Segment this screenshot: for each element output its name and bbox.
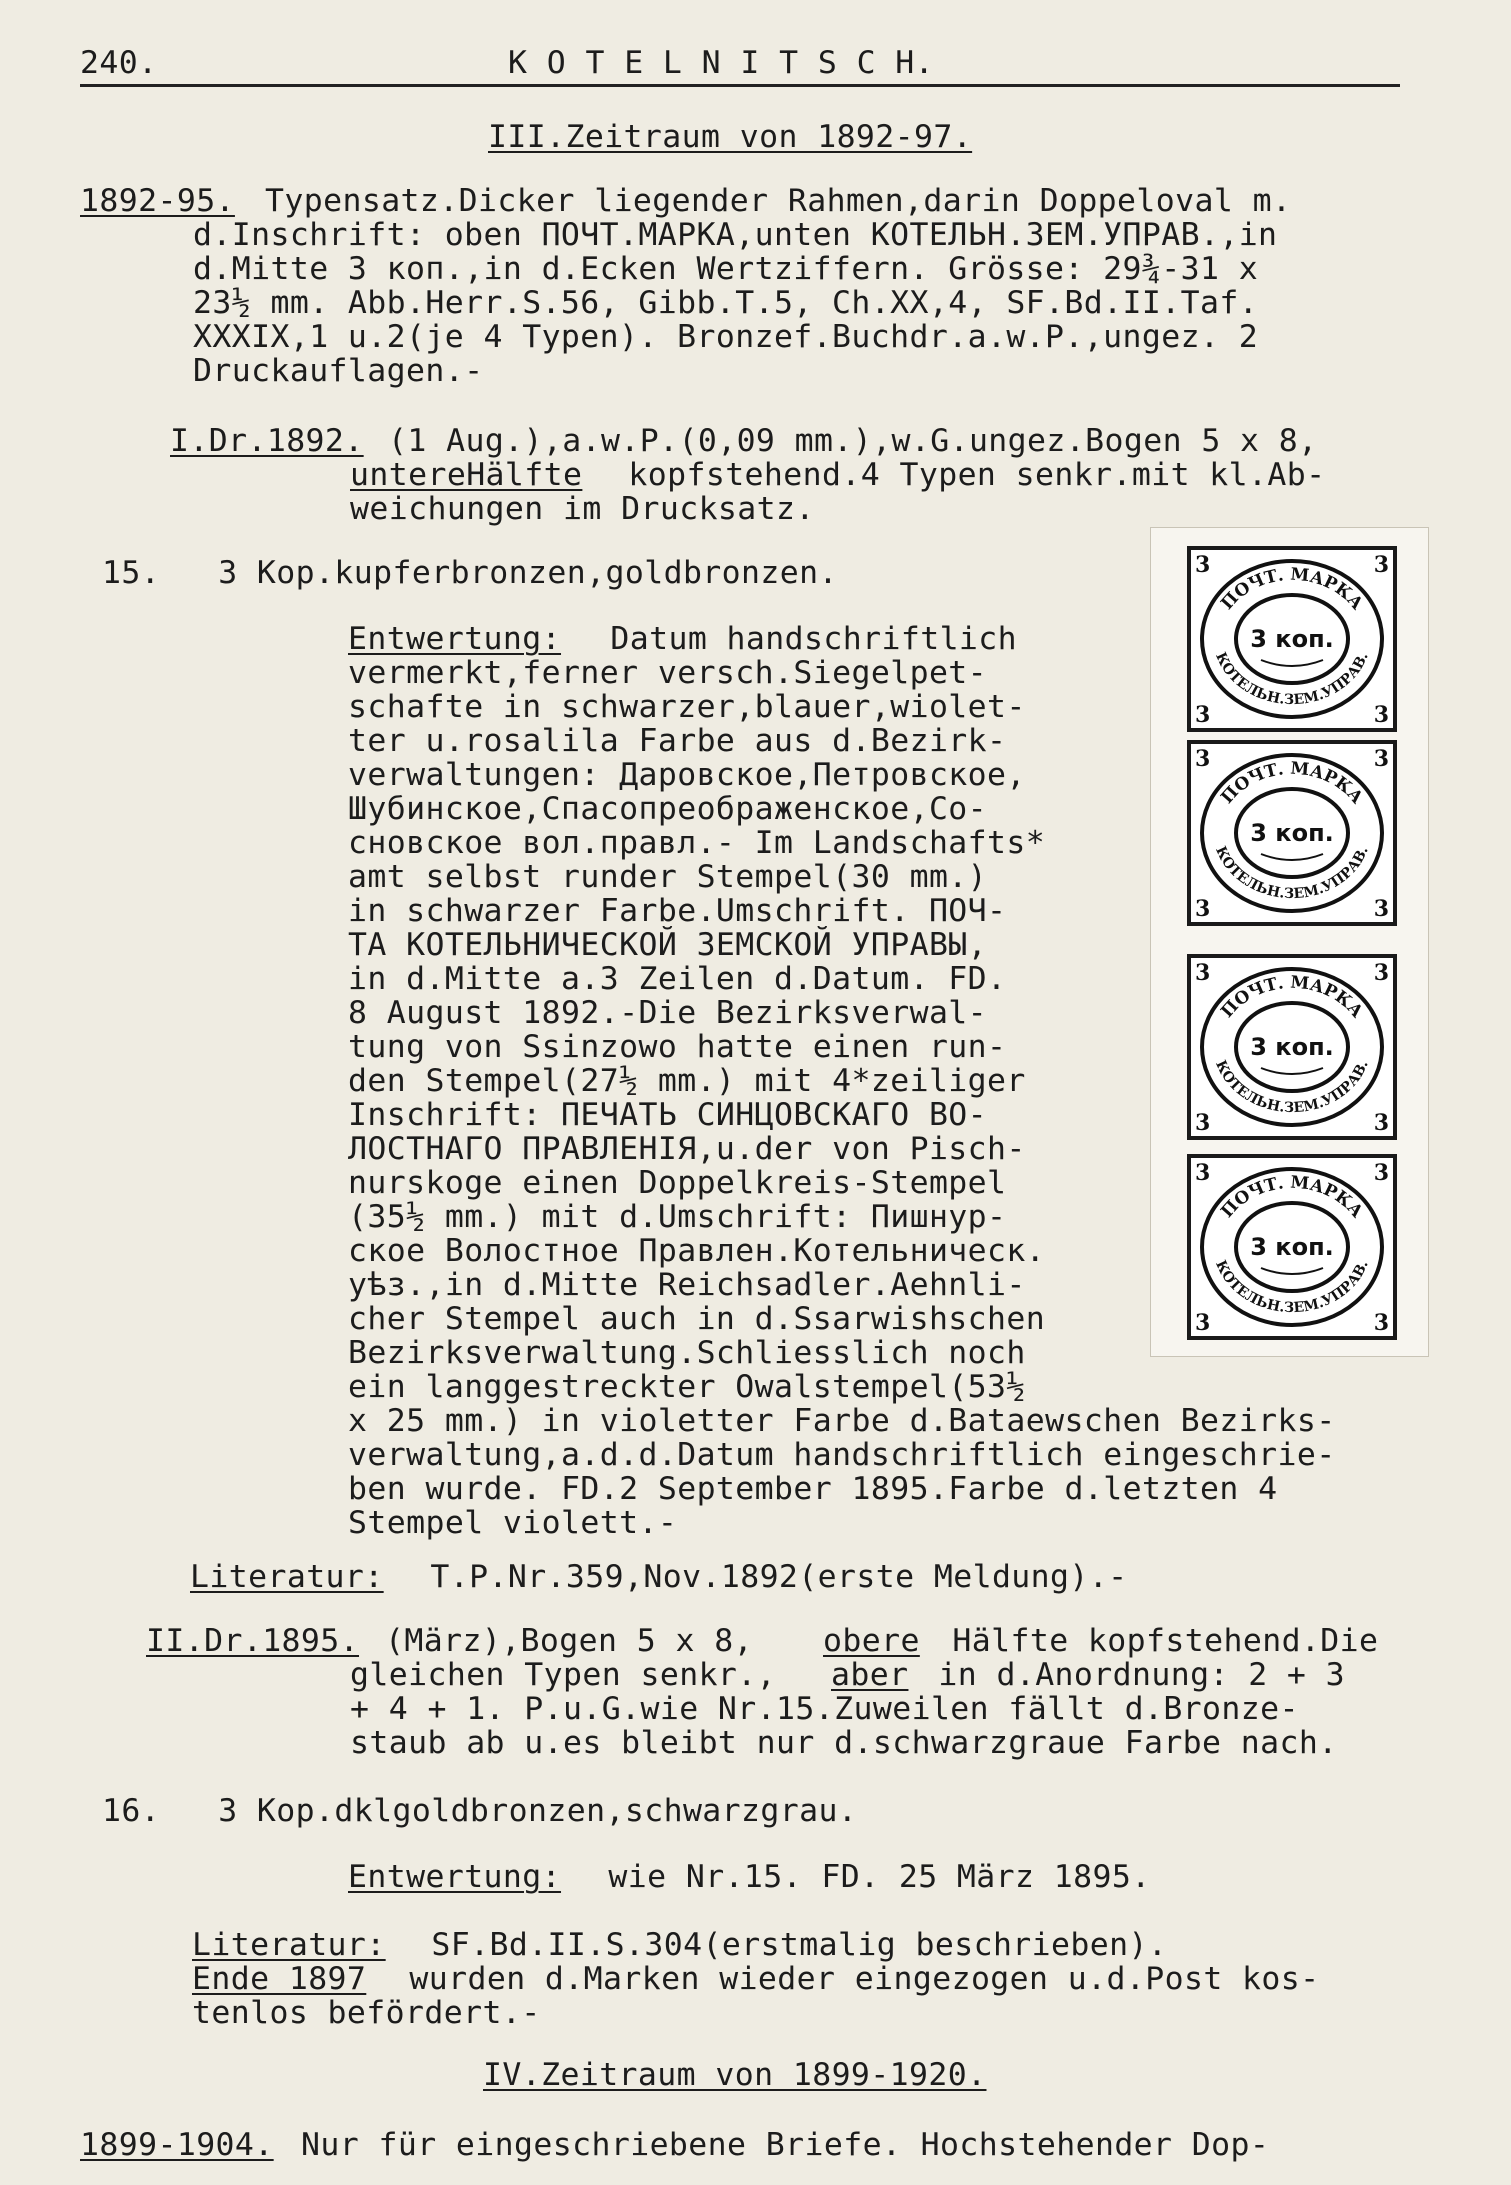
text-line: Bezirksverwaltung.Schliesslich noch	[348, 1335, 1026, 1371]
text-line: T.P.Nr.359,Nov.1892(erste Meldung).-	[411, 1559, 1128, 1595]
text-line: d.Mitte 3 коп.,in d.Ecken Wertziffern. Grösse: 29¾-31 x	[193, 251, 1259, 287]
stamp-corner-numeral: 3	[1195, 552, 1211, 578]
stamp-corner-numeral: 3	[1195, 746, 1211, 772]
stamp-bottom-inscription: КОТЕЛЬН.ЗЕМ.УПРАВ.	[1212, 1258, 1372, 1317]
text-line: ein langgestreckter Owalstempel(53½	[348, 1369, 1026, 1405]
text-line: Druckauflagen.-	[193, 353, 484, 389]
text-line-underlined: Ende 1897	[192, 1961, 367, 1997]
text-line: 8 August 1892.-Die Bezirksverwal-	[348, 995, 988, 1031]
text-line: ТА КОТЕЛЬНИЧЕСКОЙ ЗЕМСКОЙ УПРАВЫ,	[348, 927, 988, 963]
text-line: ben wurde. FD.2 September 1895.Farbe d.letzten 4	[348, 1471, 1278, 1507]
stamp-design	[1191, 1158, 1393, 1336]
stamp-corner-numeral: 3	[1373, 1160, 1389, 1186]
text-line: Stempel violett.-	[348, 1505, 678, 1541]
stamp-corner-numeral: 3	[1373, 1110, 1389, 1136]
text-line: tung von Ssinzowo hatte einen run-	[348, 1029, 1007, 1065]
page-number: 240.	[80, 45, 158, 81]
section-title: III.Zeitraum von 1892-97.	[488, 119, 973, 155]
stamp-corner-numeral: 3	[1373, 960, 1389, 986]
stamp-design	[1191, 744, 1393, 922]
text-line: amt selbst runder Stempel(30 mm.)	[348, 859, 988, 895]
running-title: K O T E L N I T S C H.	[508, 45, 935, 81]
stamp-bottom-inscription: КОТЕЛЬН.ЗЕМ.УПРАВ.	[1212, 650, 1372, 709]
stamp-value: 3 коп.	[1250, 1033, 1334, 1061]
stamp-image	[1187, 1154, 1397, 1340]
text-line: + 4 + 1. P.u.G.wie Nr.15.Zuweilen fällt d.Bronze-	[350, 1691, 1299, 1727]
stamp-image	[1187, 546, 1397, 732]
stamp-value: 3 коп.	[1250, 1233, 1334, 1261]
stamp-design	[1191, 958, 1393, 1136]
text-line: kopfstehend.4 Typen senkr.mit kl.Ab-	[609, 457, 1326, 493]
cancellation-label: Entwertung:	[348, 1859, 562, 1895]
stamp-corner-numeral: 3	[1373, 552, 1389, 578]
stamp-design	[1191, 550, 1393, 728]
text-line: nurskoge einen Doppelkreis-Stempel	[348, 1165, 1007, 1201]
stamp-strip-image	[1150, 527, 1429, 1357]
text-line: (März),Bogen 5 x 8,	[385, 1623, 753, 1659]
stamp-corner-numeral: 3	[1195, 1310, 1211, 1336]
text-line: XXXIX,1 u.2(je 4 Typen). Bronzef.Buchdr.a.w.P.,ungez. 2	[193, 319, 1259, 355]
stamp-value: 3 коп.	[1250, 819, 1334, 847]
text-line: in d.Mitte a.3 Zeilen d.Datum. FD.	[348, 961, 1007, 997]
stamp-corner-numeral: 3	[1195, 1160, 1211, 1186]
text-line: SF.Bd.II.S.304(erstmalig beschrieben).	[412, 1927, 1168, 1963]
text-line: Nur für eingeschriebene Briefe. Hochstehender Dop-	[301, 2127, 1270, 2163]
stamp-top-inscription: ПОЧТ. МАРКА	[1217, 564, 1367, 614]
text-line: Inschrift: ПЕЧАТЬ СИНЦОВСКАГО ВО-	[348, 1097, 988, 1133]
text-line-underlined: untereHälfte	[350, 457, 583, 493]
text-line: wurden d.Marken wieder eingezogen u.d.Post kos-	[390, 1961, 1320, 1997]
printing-label: II.Dr.1895.	[146, 1623, 360, 1659]
text-line: (35½ mm.) mit d.Umschrift: Пишнур-	[348, 1199, 1007, 1235]
header-rule	[80, 84, 1400, 87]
text-line: x 25 mm.) in violetter Farbe d.Bataewschen Bezirks-	[348, 1403, 1336, 1439]
section-title: IV.Zeitraum von 1899-1920.	[483, 2057, 987, 2093]
text-line: Datum handschriftlich	[591, 621, 1018, 657]
catalog-entry-15: 15. 3 Kop.kupferbronzen,goldbronzen.	[102, 555, 838, 591]
stamp-image	[1187, 740, 1397, 926]
stamp-corner-numeral: 3	[1195, 1110, 1211, 1136]
catalog-entry-16: 16. 3 Kop.dklgoldbronzen,schwarzgrau.	[102, 1793, 858, 1829]
stamp-value: 3 коп.	[1250, 625, 1334, 653]
text-line: weichungen im Drucksatz.	[350, 491, 815, 527]
literature-label: Literatur:	[190, 1559, 384, 1595]
text-line: (1 Aug.),a.w.P.(0,09 mm.),w.G.ungez.Bogen 5 x 8,	[388, 423, 1318, 459]
text-line: d.Inschrift: oben ПОЧТ.МАРКА,unten КОТЕЛЬН.ЗЕМ.УПРАВ.,in	[193, 217, 1278, 253]
text-line: cher Stempel auch in d.Ssarwishschen	[348, 1301, 1046, 1337]
cancellation-label: Entwertung:	[348, 621, 562, 657]
stamp-top-inscription: ПОЧТ. МАРКА	[1217, 1172, 1367, 1222]
stamp-top-inscription: ПОЧТ. МАРКА	[1217, 758, 1367, 808]
text-line: in d.Anordnung: 2 + 3	[919, 1657, 1346, 1693]
stamp-corner-numeral: 3	[1195, 896, 1211, 922]
stamp-corner-numeral: 3	[1373, 702, 1389, 728]
text-line: 23½ mm. Abb.Herr.S.56, Gibb.T.5, Ch.XX,4, SF.Bd.II.Taf.	[193, 285, 1259, 321]
text-line: Hälfte kopfstehend.Die	[933, 1623, 1379, 1659]
stamp-bottom-inscription: КОТЕЛЬН.ЗЕМ.УПРАВ.	[1212, 844, 1372, 903]
text-line: сновское вол.правл.- Im Landschafts*	[348, 825, 1046, 861]
stamp-corner-numeral: 3	[1373, 1310, 1389, 1336]
stamp-corner-numeral: 3	[1373, 896, 1389, 922]
text-line: in schwarzer Farbe.Umschrift. ПОЧ-	[348, 893, 1007, 929]
text-line: staub ab u.es bleibt nur d.schwarzgraue Farbe nach.	[350, 1725, 1338, 1761]
text-line: verwaltungen: Даровское,Петровское,	[348, 757, 1026, 793]
text-line: уѣз.,in d.Mitte Reichsadler.Aehnli-	[348, 1267, 1026, 1303]
text-line: Typensatz.Dicker liegender Rahmen,darin Doppeloval m.	[265, 183, 1292, 219]
text-line: Шубинское,Спасопреображенское,Со-	[348, 791, 988, 827]
text-line: schafte in schwarzer,blauer,wiolet-	[348, 689, 1026, 725]
stamp-corner-numeral: 3	[1373, 746, 1389, 772]
text-line-underlined: obere	[823, 1623, 920, 1659]
text-line: gleichen Typen senkr.,	[350, 1657, 777, 1693]
stamp-corner-numeral: 3	[1195, 960, 1211, 986]
text-line: den Stempel(27½ mm.) mit 4*zeiliger	[348, 1063, 1026, 1099]
printing-label: I.Dr.1892.	[170, 423, 364, 459]
text-line: ter u.rosalila Farbe aus d.Bezirk-	[348, 723, 1007, 759]
stamp-image	[1187, 954, 1397, 1140]
issue-period: 1892-95.	[80, 183, 235, 219]
text-line: ЛОСТНАГО ПРАВЛЕНІЯ,u.der von Pisch-	[348, 1131, 1026, 1167]
text-line: ское Волостное Правлен.Котельническ.	[348, 1233, 1046, 1269]
issue-period: 1899-1904.	[80, 2127, 274, 2163]
text-line: tenlos befördert.-	[192, 1995, 541, 2031]
text-line: wie Nr.15. FD. 25 März 1895.	[589, 1859, 1151, 1895]
text-line-underlined: aber	[831, 1657, 909, 1693]
stamp-bottom-inscription: КОТЕЛЬН.ЗЕМ.УПРАВ.	[1212, 1058, 1372, 1117]
literature-label: Literatur:	[192, 1927, 386, 1963]
text-line: vermerkt,ferner versch.Siegelpet-	[348, 655, 988, 691]
text-line: verwaltung,a.d.d.Datum handschriftlich eingeschrie-	[348, 1437, 1336, 1473]
stamp-corner-numeral: 3	[1195, 702, 1211, 728]
stamp-top-inscription: ПОЧТ. МАРКА	[1217, 972, 1367, 1022]
